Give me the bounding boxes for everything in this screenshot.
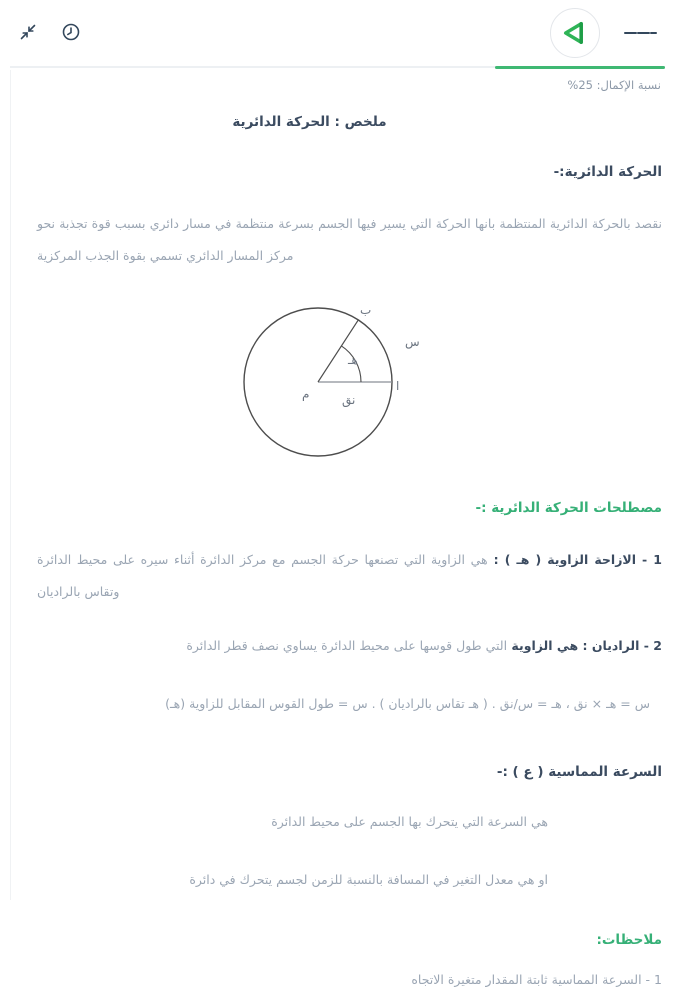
clock-button[interactable] xyxy=(56,17,86,50)
term2-bold: 2 - الراديان : هي الزاوية xyxy=(507,638,662,653)
term1-bold: 1 - الازاحة الزاوية ( هـ ) : xyxy=(487,552,662,567)
circle-diagram xyxy=(230,298,460,470)
center-label: م xyxy=(302,387,310,401)
point-a-label: ا xyxy=(396,379,400,393)
term2-rest: التي طول قوسها على محيط الدائرة يساوي نصف قطر الدائرة xyxy=(186,638,508,653)
heading-circular-motion: الحركة الدائرية:- xyxy=(553,164,662,180)
completion-label: نسبة الإكمال: 25% xyxy=(567,78,661,92)
compress-icon xyxy=(18,22,38,45)
formula-line: س = هـ × نق ، هـ = س/نق . ( هـ تقاس بالراديان ) . س = طول القوس المقابل للزاوية (هـ) xyxy=(165,696,650,711)
brand-logo-button[interactable] xyxy=(546,4,604,62)
point-b-label: ب xyxy=(360,303,372,317)
note-item-1: 1 - السرعة المماسية ثابتة المقدار متغيرة الاتجاه xyxy=(411,972,662,987)
arc-s-label: س xyxy=(405,335,420,349)
term1-rest: هي الزاوية التي تصنعها حركة الجسم مع مركز الدائرة أثناء سيره على محيط الدائرة وتقاس بالراديان xyxy=(37,552,488,599)
document-content xyxy=(0,114,675,996)
page-title: ملخص : الحركة الدائرية xyxy=(232,114,387,130)
clock-icon xyxy=(60,21,82,46)
speed-definition-2: او هي معدل التغير في المسافة بالنسبة للزمن لجسم يتحرك في دائرة xyxy=(189,872,548,887)
heading-notes: ملاحظات: xyxy=(596,932,662,948)
radius-label: نق xyxy=(342,393,356,407)
page-edge-divider xyxy=(10,70,11,900)
top-bar xyxy=(0,0,675,66)
radius-slanted xyxy=(318,320,358,382)
heading-terms: مصطلحات الحركة الدائرية :- xyxy=(475,500,662,516)
term-angular-displacement xyxy=(37,544,662,608)
progress-bar xyxy=(10,66,665,68)
term-radian xyxy=(37,630,662,662)
compress-button[interactable] xyxy=(14,18,42,49)
heading-tangential-speed: السرعة المماسية ( ع ) :- xyxy=(496,764,662,780)
angle-label: هـ xyxy=(348,353,358,367)
brand-logo xyxy=(550,8,600,58)
menu-button[interactable] xyxy=(620,25,661,41)
progress-fill xyxy=(495,66,665,69)
speed-definition-1: هي السرعة التي يتحرك بها الجسم على محيط الدائرة xyxy=(271,814,548,829)
intro-paragraph: نقصد بالحركة الدائرية المنتظمة بانها الحركة التي يسير فيها الجسم بسرعة منتظمة في مسار دائري بسبب قوة تجذبة نحو مركز المسار الدائري تسمي بقوة الجذب المركزية xyxy=(37,216,662,263)
